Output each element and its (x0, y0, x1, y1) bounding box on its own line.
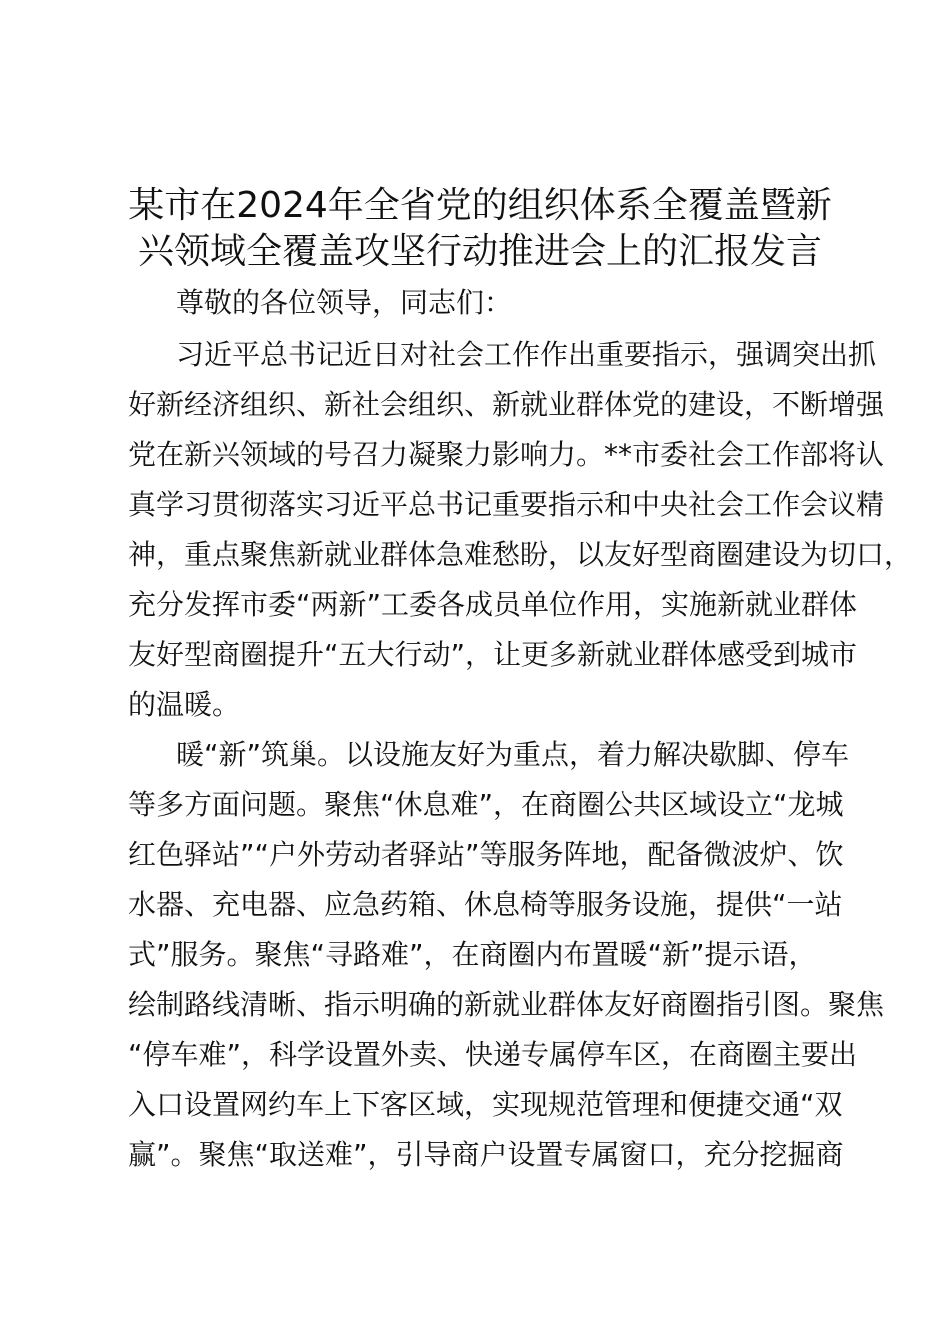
paragraph-line: 水器、充电器、应急药箱、休息椅等服务设施，提供“一站 (128, 888, 843, 921)
paragraph-line: 红色驿站”“户外劳动者驿站”等服务阵地，配备微波炉、饮 (128, 838, 844, 871)
salutation: 尊敬的各位领导，同志们： (176, 286, 513, 319)
paragraph-line: 赢”。聚焦“取送难”，引导商户设置专属窗口，充分挖掘商 (128, 1138, 844, 1171)
paragraph-line: 真学习贯彻落实习近平总书记重要指示和中央社会工作会议精 (128, 488, 885, 521)
paragraph-line: 习近平总书记近日对社会工作作出重要指示，强调突出抓 (176, 338, 877, 371)
paragraph-line: 党在新兴领域的号召力凝聚力影响力。**市委社会工作部将认 (128, 438, 885, 471)
paragraph-line: 的温暖。 (128, 688, 241, 721)
paragraph-line: 友好型商圈提升“五大行动”，让更多新就业群体感受到城市 (128, 638, 858, 671)
title-line-1: 某市在2024年全省党的组织体系全覆盖暨新 (128, 185, 832, 226)
paragraph-line: 暖“新”筑巢。以设施友好为重点，着力解决歇脚、停车 (176, 738, 850, 771)
paragraph-line: 好新经济组织、新社会组织、新就业群体党的建设，不断增强 (128, 388, 885, 421)
paragraph-line: 入口设置网约车上下客区域，实现规范管理和便捷交通“双 (128, 1088, 843, 1121)
paragraph-line: 充分发挥市委“两新”工委各成员单位作用，实施新就业群体 (128, 588, 858, 621)
paragraph-line: 绘制路线清晰、指示明确的新就业群体友好商圈指引图。聚焦 (128, 988, 885, 1021)
title-line-2: 兴领域全覆盖攻坚行动推进会上的汇报发言 (137, 231, 822, 272)
document-title (110, 183, 850, 275)
paragraph-line: 等多方面问题。聚焦“休息难”，在商圈公共区域设立“龙城 (128, 788, 844, 821)
paragraph-line: 神，重点聚焦新就业群体急难愁盼，以友好型商圈建设为切口， (128, 538, 913, 571)
paragraph-line: 式”服务。聚焦“寻路难”，在商圈内布置暖“新”提示语， (128, 938, 817, 971)
paragraph-line: “停车难”，科学设置外卖、快递专属停车区，在商圈主要出 (128, 1038, 858, 1071)
